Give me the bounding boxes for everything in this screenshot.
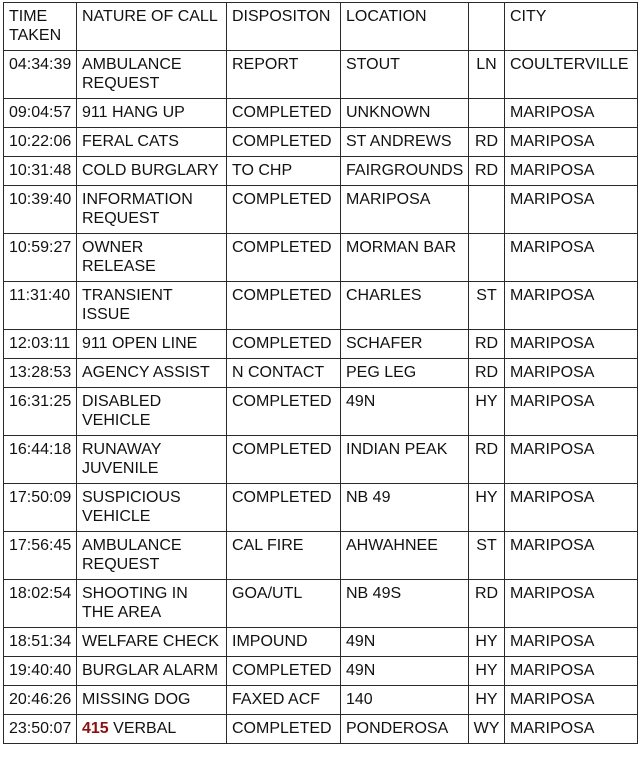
cell-disposition: COMPLETED [227,128,341,157]
cell-location: SCHAFER [341,330,469,359]
cell-location: ST ANDREWS [341,128,469,157]
header-nature: NATURE OF CALL [77,3,227,51]
nature-code: 415 [82,720,109,737]
header-disposition: DISPOSITON [227,3,341,51]
nature-line: REQUEST [82,210,160,227]
nature-line: MISSING DOG [82,691,191,708]
cell-location: 140 [341,686,469,715]
nature-line: SUSPICIOUS [82,489,181,506]
cell-nature [77,157,227,186]
table-row [4,99,638,128]
cell-nature [77,51,227,99]
cell-time: 20:46:26 [4,686,77,715]
nature-line: DISABLED [82,393,162,410]
nature-line: TRANSIENT [82,287,173,304]
table-row [4,628,638,657]
cell-suffix: RD [469,157,505,186]
cell-suffix: ST [469,532,505,580]
cell-disposition: COMPLETED [227,484,341,532]
cell-nature [77,715,227,744]
cell-suffix: RD [469,330,505,359]
nature-line: VERBAL [113,720,177,737]
cell-disposition: FAXED ACF [227,686,341,715]
cell-suffix: LN [469,51,505,99]
cell-city: MARIPOSA [505,715,638,744]
cell-location: PEG LEG [341,359,469,388]
nature-line: RELEASE [82,258,156,275]
cell-nature [77,234,227,282]
cell-suffix: WY [469,715,505,744]
cell-disposition: COMPLETED [227,330,341,359]
nature-line: FERAL CATS [82,133,179,150]
header-time [4,3,77,51]
cell-suffix: HY [469,657,505,686]
table-row [4,388,638,436]
header-suffix [469,3,505,51]
table-row [4,128,638,157]
cell-time: 10:22:06 [4,128,77,157]
nature-line: 911 OPEN LINE [82,335,198,352]
header-time-line1: TIME [9,8,48,25]
cell-nature [77,282,227,330]
cell-suffix: RD [469,436,505,484]
cell-time: 11:31:40 [4,282,77,330]
cell-location: NB 49S [341,580,469,628]
table-row [4,657,638,686]
table-row [4,51,638,99]
header-time-line2: TAKEN [9,27,62,44]
cell-location: CHARLES [341,282,469,330]
nature-line: 911 HANG UP [82,104,185,121]
table-row [4,580,638,628]
cell-suffix: HY [469,484,505,532]
cell-nature [77,580,227,628]
cell-time: 17:56:45 [4,532,77,580]
cell-time: 18:51:34 [4,628,77,657]
table-row [4,436,638,484]
table-row [4,715,638,744]
cell-city: MARIPOSA [505,436,638,484]
cell-nature [77,388,227,436]
cell-location: 49N [341,388,469,436]
cell-disposition: N CONTACT [227,359,341,388]
cell-time: 13:28:53 [4,359,77,388]
cell-nature [77,186,227,234]
cell-nature [77,657,227,686]
cell-time: 10:59:27 [4,234,77,282]
nature-line: THE AREA [82,604,162,621]
cell-nature [77,686,227,715]
cell-disposition: GOA/UTL [227,580,341,628]
table-row [4,157,638,186]
cell-disposition: COMPLETED [227,234,341,282]
cell-city: MARIPOSA [505,330,638,359]
nature-line: REQUEST [82,556,160,573]
cell-disposition: COMPLETED [227,99,341,128]
cell-city: MARIPOSA [505,234,638,282]
cell-location: FAIRGROUNDS [341,157,469,186]
cell-location: 49N [341,657,469,686]
cell-suffix: RD [469,580,505,628]
cell-time: 23:50:07 [4,715,77,744]
table-header [4,3,638,51]
table-row [4,359,638,388]
cell-city: MARIPOSA [505,157,638,186]
cell-disposition: COMPLETED [227,186,341,234]
cell-city: MARIPOSA [505,388,638,436]
cell-location: STOUT [341,51,469,99]
nature-line: WELFARE CHECK [82,633,219,650]
cell-location: UNKNOWN [341,99,469,128]
cell-time: 09:04:57 [4,99,77,128]
cell-disposition: COMPLETED [227,388,341,436]
cell-suffix: RD [469,128,505,157]
cell-time: 17:50:09 [4,484,77,532]
cell-location: INDIAN PEAK [341,436,469,484]
cell-nature [77,128,227,157]
nature-line: OWNER [82,239,144,256]
cell-disposition: COMPLETED [227,282,341,330]
cell-city: MARIPOSA [505,99,638,128]
cell-disposition: CAL FIRE [227,532,341,580]
cell-location: NB 49 [341,484,469,532]
cell-disposition: REPORT [227,51,341,99]
nature-line: VEHICLE [82,412,151,429]
header-city: CITY [505,3,638,51]
table-body [4,51,638,744]
cell-city: MARIPOSA [505,657,638,686]
cell-suffix [469,186,505,234]
cell-time: 10:31:48 [4,157,77,186]
cell-time: 12:03:11 [4,330,77,359]
nature-line: REQUEST [82,75,160,92]
cell-city: MARIPOSA [505,282,638,330]
table-row [4,532,638,580]
cell-time: 04:34:39 [4,51,77,99]
cell-time: 18:02:54 [4,580,77,628]
cell-city: MARIPOSA [505,532,638,580]
cell-time: 19:40:40 [4,657,77,686]
cell-suffix [469,234,505,282]
nature-line: COLD BURGLARY [82,162,219,179]
cell-city: MARIPOSA [505,580,638,628]
cell-nature [77,436,227,484]
cell-location: AHWAHNEE [341,532,469,580]
cell-suffix [469,99,505,128]
cell-nature [77,484,227,532]
cell-disposition: COMPLETED [227,657,341,686]
nature-line: ISSUE [82,306,131,323]
cell-city: MARIPOSA [505,359,638,388]
table-row [4,282,638,330]
cell-location: MORMAN BAR [341,234,469,282]
cell-city: MARIPOSA [505,686,638,715]
nature-line: JUVENILE [82,460,159,477]
cell-suffix: RD [469,359,505,388]
cell-location: MARIPOSA [341,186,469,234]
nature-line: BURGLAR ALARM [82,662,219,679]
cell-nature [77,628,227,657]
cell-suffix: ST [469,282,505,330]
nature-line: AMBULANCE [82,56,182,73]
nature-line: INFORMATION [82,191,193,208]
table-row [4,234,638,282]
cell-time: 10:39:40 [4,186,77,234]
cell-disposition: COMPLETED [227,436,341,484]
header-row [4,3,638,51]
cell-city: MARIPOSA [505,628,638,657]
cell-location: 49N [341,628,469,657]
cell-city: MARIPOSA [505,128,638,157]
cell-disposition: COMPLETED [227,715,341,744]
table-row [4,330,638,359]
cell-nature [77,330,227,359]
call-log-table [3,2,638,744]
cell-nature [77,99,227,128]
nature-line: AGENCY ASSIST [82,364,210,381]
cell-nature [77,359,227,388]
nature-line: AMBULANCE [82,537,182,554]
cell-city: MARIPOSA [505,484,638,532]
table-row [4,186,638,234]
table-row [4,484,638,532]
cell-time: 16:44:18 [4,436,77,484]
cell-time: 16:31:25 [4,388,77,436]
cell-disposition: IMPOUND [227,628,341,657]
nature-line: RUNAWAY [82,441,162,458]
cell-city: COULTERVILLE [505,51,638,99]
table-row [4,686,638,715]
nature-line: SHOOTING IN [82,585,188,602]
cell-city: MARIPOSA [505,186,638,234]
cell-suffix: HY [469,628,505,657]
cell-nature [77,532,227,580]
header-location: LOCATION [341,3,469,51]
cell-suffix: HY [469,686,505,715]
cell-location: PONDEROSA [341,715,469,744]
cell-disposition: TO CHP [227,157,341,186]
nature-line: VEHICLE [82,508,151,525]
cell-suffix: HY [469,388,505,436]
